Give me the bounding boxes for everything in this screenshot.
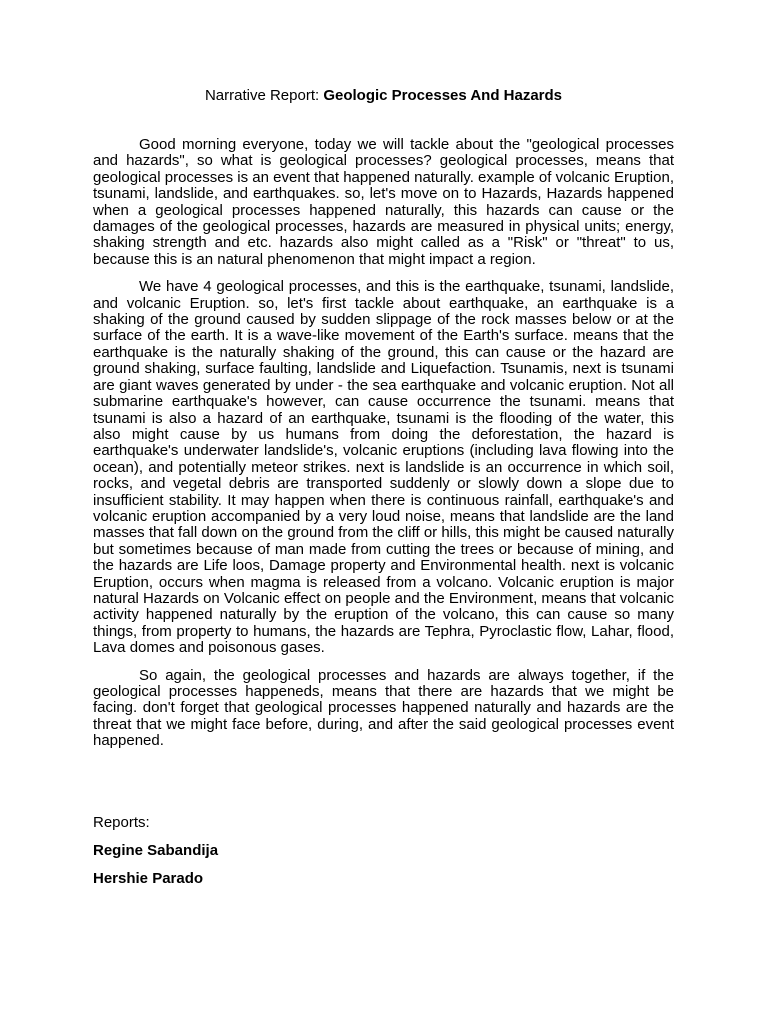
reporter-name: Hershie Parado	[93, 869, 204, 887]
reports-section	[93, 814, 674, 888]
document-title	[93, 86, 674, 106]
title-prefix: Narrative Report:	[204, 87, 324, 104]
document-page	[93, 86, 674, 898]
reporter-name: Regine Sabandija	[93, 841, 219, 859]
title-main: Geologic Processes And Hazards	[323, 87, 563, 104]
paragraph-intro: Good morning everyone, today we will tackle about the "geological processes and hazards", so what is geological processes? geological processes, means that geological processes is an event that happened naturally. example of volcanic Eruption, tsunami, landslide, and earthquakes. so, let's move on to Hazards, Hazards happened when a geological processes happened naturally, this hazards can cause or the damages of the geological processes, hazards are measured in physical units; energy, shaking strength and etc. hazards also might called as a "Risk" or "threat" to us, because this is an natural phenomenon that might impact a region.	[93, 136, 674, 268]
reports-label: Reports:	[93, 813, 150, 831]
paragraph-processes: We have 4 geological processes, and this is the earthquake, tsunami, landslide, and volcanic Eruption. so, let's first tackle about earthquake, an earthquake is a shaking of the ground caused by sudden slippage of the rock masses below or at the surface of the earth. It is a wave-like movement of the Earth's surface. means that the earthquake is the naturally shaking of the ground, this can cause or the hazard are ground shaking, surface faulting, landslide and Liquefaction. Tsunamis, next is tsunami are giant waves generated by under - the sea earthquake and volcanic eruption. Not all submarine earthquake's however, can cause occurrence the tsunami. means that tsunami is also a hazard of an earthquake, tsunami is the flooding of the water, this also might cause by us humans from doing the deforestation, the hazard is earthquake's underwater landslide's, volcanic eruptions (including lava flowing into the ocean), and potentially meteor strikes. next is landslide is an occurrence in which soil, rocks, and vegetal debris are transported suddenly or slowly down a slope due to insufficient stability. It may happen when there is continuous rainfall, earthquake's and volcanic eruption accompanied by a very loud noise, means that landslide are the land masses that fall down on the ground from the cliff or hills, this might be caused naturally but sometimes because of man made from cutting the trees or because of mining, and the hazards are Life loos, Damage property and Environmental health. next is volcanic Eruption, occurs when magma is released from a volcano. Volcanic eruption is major natural Hazards on Volcanic effect on people and the Environment, means that volcanic activity happened naturally by the eruption of the volcano, this can cause so many things, from property to humans, the hazards are Tephra, Pyroclastic flow, Lahar, flood, Lava domes and poisonous gases.	[93, 278, 674, 657]
paragraph-conclusion: So again, the geological processes and hazards are always together, if the geological processes happeneds, means that there are hazards that we might be facing. don't forget that geological processes happened naturally and hazards are the threat that we might face before, during, and after the said geological processes event happened.	[93, 666, 674, 750]
